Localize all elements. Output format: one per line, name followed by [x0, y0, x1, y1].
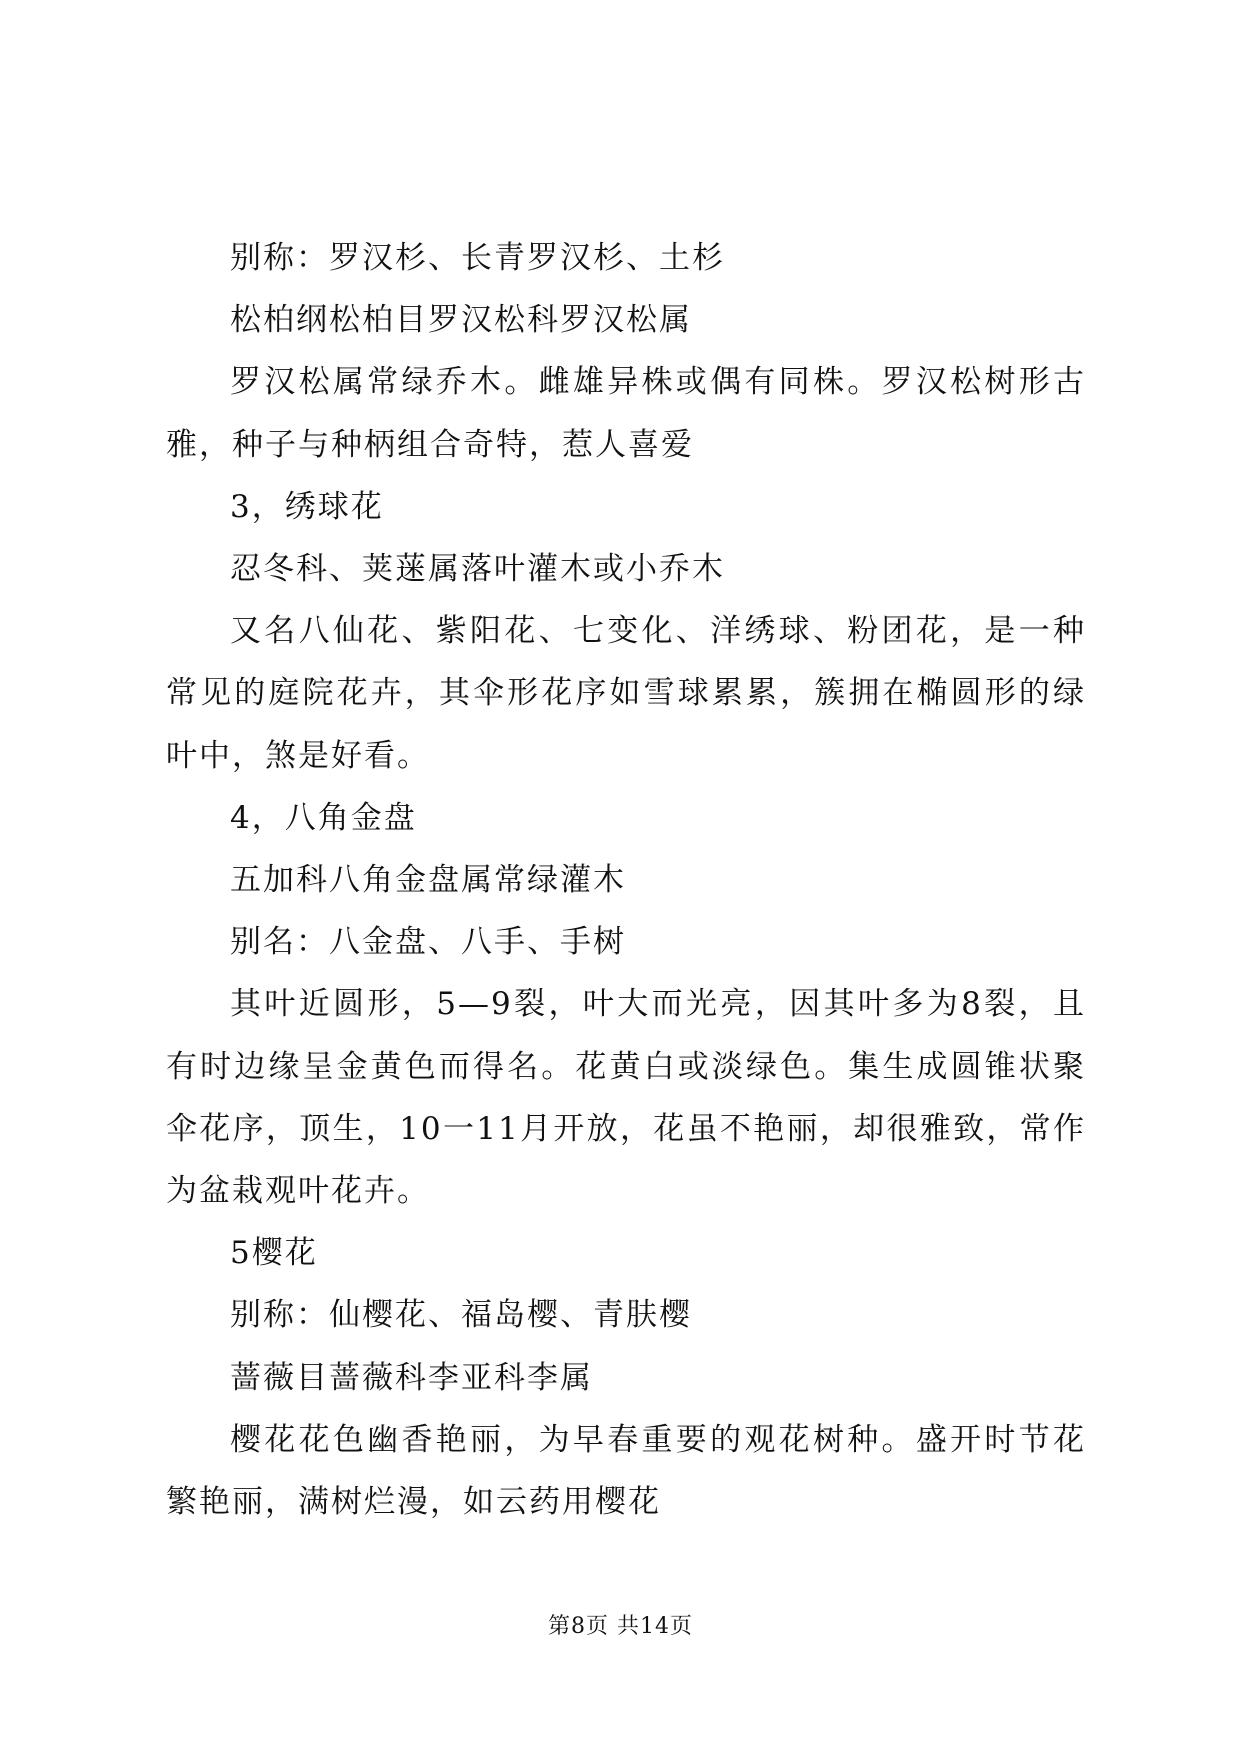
paragraph-taxonomy-bajiaojinpan: 五加科八角金盘属常绿灌木	[230, 862, 626, 899]
paragraph-alias-yinghua: 别称：仙樱花、福岛樱、青肤樱	[230, 1297, 692, 1334]
paragraph-taxonomy-yinghua: 蔷薇目蔷薇科李亚科李属	[230, 1359, 593, 1396]
paragraph-description-yinghua: 樱花花色幽香艳丽，为早春重要的观花树种。盛开时节花繁艳丽，满树烂漫，如云药用樱花	[166, 1421, 1086, 1521]
paragraph-description-xiuqiuhua: 又名八仙花、紫阳花、七变化、洋绣球、粉团花，是一种常见的庭院花卉，其伞形花序如雪球累累，簇拥在椭圆形的绿叶中，煞是好看。	[166, 613, 1086, 774]
paragraph-description-bajiaojinpan: 其叶近圆形，5—9裂，叶大而光亮，因其叶多为8裂，且有时边缘呈金黄色而得名。花黄白或淡绿色。集生成圆锥状聚伞花序，顶生，10一11月开放，花虽不艳丽，却很雅致，常作为盆栽观叶花卉。	[166, 986, 1086, 1210]
document-body	[166, 227, 1086, 1533]
page-footer: 第8页 共14页	[548, 1614, 693, 1639]
heading-yinghua: 5樱花	[230, 1235, 318, 1272]
heading-xiuqiuhua: 3，绣球花	[230, 488, 384, 525]
paragraph-description-luohansong: 罗汉松属常绿乔木。雌雄异株或偶有同株。罗汉松树形古雅，种子与种柄组合奇特，惹人喜爱	[166, 364, 1086, 463]
paragraph-taxonomy-luohansong: 松柏纲松柏目罗汉松科罗汉松属	[230, 302, 692, 339]
paragraph-alias-luohansha: 别称：罗汉杉、长青罗汉杉、土杉	[230, 240, 725, 276]
paragraph-taxonomy-xiuqiuhua: 忍冬科、荚蒾属落叶灌木或小乔木	[230, 551, 725, 588]
heading-bajiaojinpan: 4，八角金盘	[230, 799, 417, 836]
paragraph-alias-bajiaojinpan: 别名：八金盘、八手、手树	[230, 924, 626, 961]
